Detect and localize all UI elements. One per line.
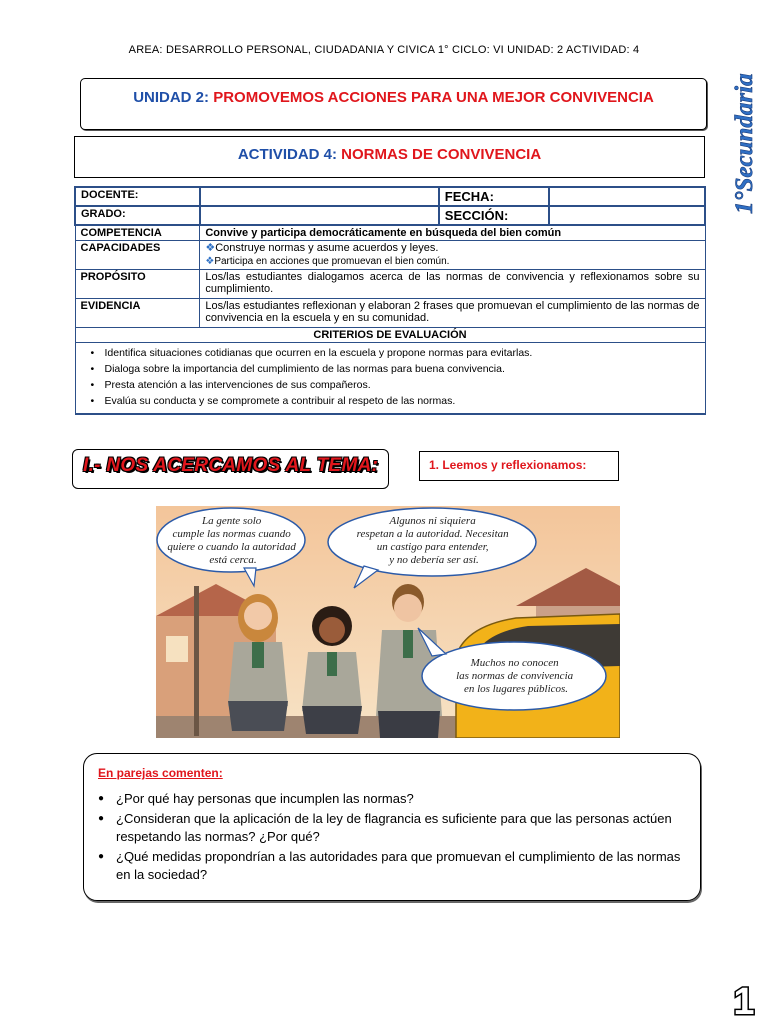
capacidades-label: CAPACIDADES	[75, 241, 200, 270]
pairs-question: ● ¿Por qué hay personas que incumplen las normas?	[116, 790, 698, 808]
criterio-item: • Identifica situaciones cotidianas que ocurren en la escuela y propone normas para evitarlas.	[105, 345, 700, 361]
seccion-label: SECCIÓN:	[439, 206, 549, 225]
activity-title	[75, 146, 704, 163]
pairs-question-list	[98, 790, 698, 886]
svg-text:La gente solo cumple las: La gente solo cumple las normas cuando quiere o cuando la autoridad está cerca.	[167, 515, 296, 566]
unit-title-box	[80, 78, 707, 130]
docente-label: DOCENTE:	[75, 187, 200, 206]
grade-side-label	[708, 62, 768, 222]
activity-name: NORMAS DE CONVIVENCIA	[341, 146, 542, 163]
criterio-item: • Evalúa su conducta y se compromete a contribuir al respeto de las normas.	[105, 393, 700, 409]
grado-label: GRADO:	[75, 206, 200, 225]
capacidad-item: ❖Construye normas y asume acuerdos y leyes.	[205, 242, 439, 254]
svg-text:Muchos no conocen las no: Muchos no conocen las normas de convivencia en los lugares públicos.	[456, 657, 574, 695]
diamond-icon: ❖	[205, 242, 216, 254]
seccion-field[interactable]	[549, 206, 705, 225]
activity-prefix: ACTIVIDAD 4:	[237, 146, 342, 163]
diamond-icon: ❖	[205, 256, 215, 267]
pairs-heading: En parejas comenten:	[98, 766, 223, 780]
grade-side-text: 1°Secundaria	[731, 73, 758, 214]
criterio-item: • Dialoga sobre la importancia del cumplimiento de las normas para buena convivencia.	[105, 361, 700, 377]
section-title-box	[72, 449, 389, 489]
competencia-label: COMPETENCIA	[75, 225, 200, 241]
activity-title-box	[74, 136, 705, 178]
proposito-label: PROPÓSITO	[75, 270, 200, 299]
svg-text:Algunos ni siquiera resp: Algunos ni siquiera respetan a la autoridad. Necesitan un castigo para entender, y no debería ser así.	[356, 515, 509, 566]
students-illustration	[156, 506, 620, 738]
fecha-label: FECHA:	[439, 187, 549, 206]
pairs-discussion-box	[83, 753, 701, 901]
docente-field[interactable]	[200, 187, 439, 206]
fecha-field[interactable]	[549, 187, 705, 206]
reading-label: 1. Leemos y reflexionamos:	[429, 458, 587, 472]
criterios-heading: CRITERIOS DE EVALUACIÓN	[75, 328, 705, 343]
unit-name: PROMOVEMOS ACCIONES PARA UNA MEJOR CONVIVENCIA	[213, 89, 654, 106]
pairs-question: ● ¿Consideran que la aplicación de la ley de flagrancia es suficiente para que las personas actúen respetando las normas? ¿Por qué?	[116, 810, 698, 846]
info-table	[74, 186, 706, 415]
proposito-value: Los/las estudiantes dialogamos acerca de las normas de convivencia y reflexionamos sobre su cumplimiento.	[200, 270, 705, 299]
evidencia-value: Los/las estudiantes reflexionan y elaboran 2 frases que promuevan el cumplimiento de las normas de convivencia en la escuela y en su comunidad.	[200, 299, 705, 328]
grado-field[interactable]	[200, 206, 439, 225]
competencia-value: Convive y participa democráticamente en búsqueda del bien común	[200, 225, 705, 241]
capacidades-value	[200, 241, 705, 270]
unit-prefix: UNIDAD 2:	[133, 89, 214, 106]
criterios-cell	[75, 343, 705, 415]
window-icon	[166, 636, 188, 662]
document-header: AREA: DESARROLLO PERSONAL, CIUDADANIA Y CIVICA 1° CICLO: VI UNIDAD: 2 ACTIVIDAD: 4	[128, 44, 640, 56]
street-pole	[194, 586, 199, 736]
section-title: I.- NOS ACERCAMOS AL TEMA:	[83, 455, 379, 476]
page-number-text: 1	[733, 981, 755, 1020]
unit-title	[81, 89, 706, 106]
reading-label-box	[419, 451, 619, 481]
pairs-question: ● ¿Qué medidas propondrían a las autoridades para que promuevan el cumplimiento de las normas en la sociedad?	[116, 848, 698, 884]
evidencia-label: EVIDENCIA	[75, 299, 200, 328]
capacidad-item: ❖Participa en acciones que promuevan el bien común.	[205, 256, 450, 267]
page-number	[724, 976, 764, 1020]
criterios-list	[81, 345, 700, 409]
criterio-item: • Presta atención a las intervenciones de sus compañeros.	[105, 377, 700, 393]
